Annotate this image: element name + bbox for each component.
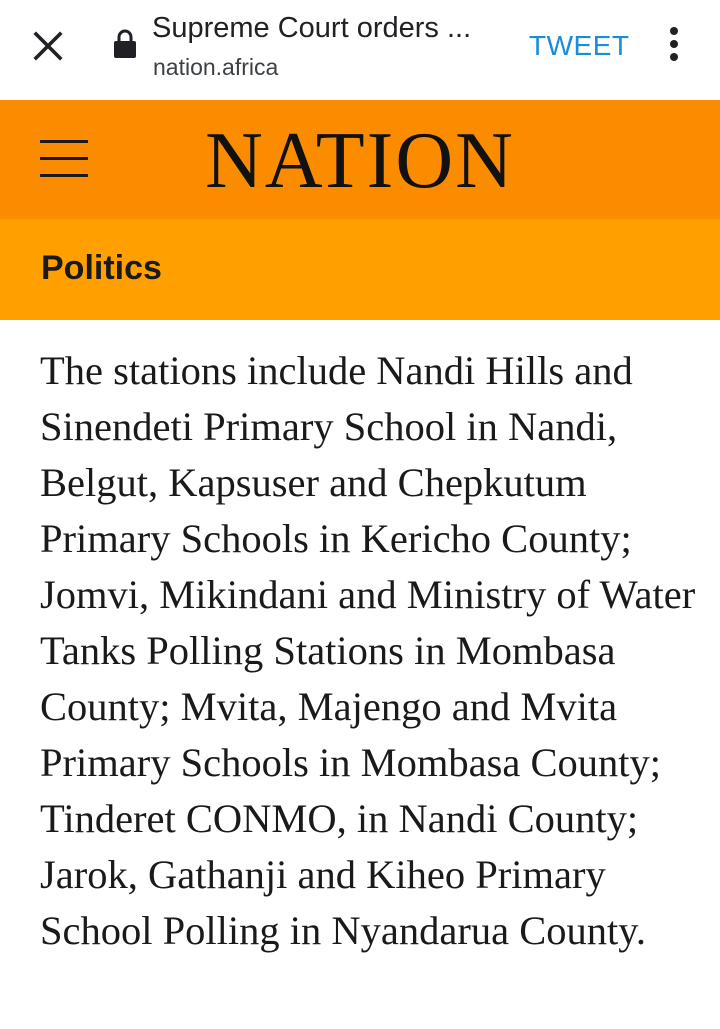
more-options-button[interactable] [658, 24, 690, 68]
site-logo[interactable]: NATION [205, 117, 515, 205]
page-domain: nation.africa [153, 54, 279, 80]
more-vert-icon [658, 24, 690, 68]
article-paragraph: The stations include Nandi Hills and Sinendeti Primary School in Nandi, Belgut, Kapsuser and Chepkutum Primary Schools in Kericho County; Jomvi, Mikindani and Ministry of Water Tanks Polling Stations in Mombasa County; Mvita, Majengo and Mvita Primary Schools in Mombasa County; Tinderet CONMO, in Nandi County; Jarok, Gathanji and Kiheo Primary School Polling in Nyandarua County. [40, 348, 696, 953]
tweet-button[interactable]: TWEET [529, 30, 630, 61]
browser-top-bar [0, 0, 720, 100]
section-bar [0, 219, 720, 320]
lock-icon [112, 28, 138, 60]
site-header [0, 100, 720, 219]
close-button[interactable] [26, 24, 70, 68]
page-title: Supreme Court orders ... [152, 12, 472, 44]
section-label[interactable]: Politics [41, 249, 162, 287]
close-icon [33, 31, 63, 61]
article-body [40, 343, 700, 959]
